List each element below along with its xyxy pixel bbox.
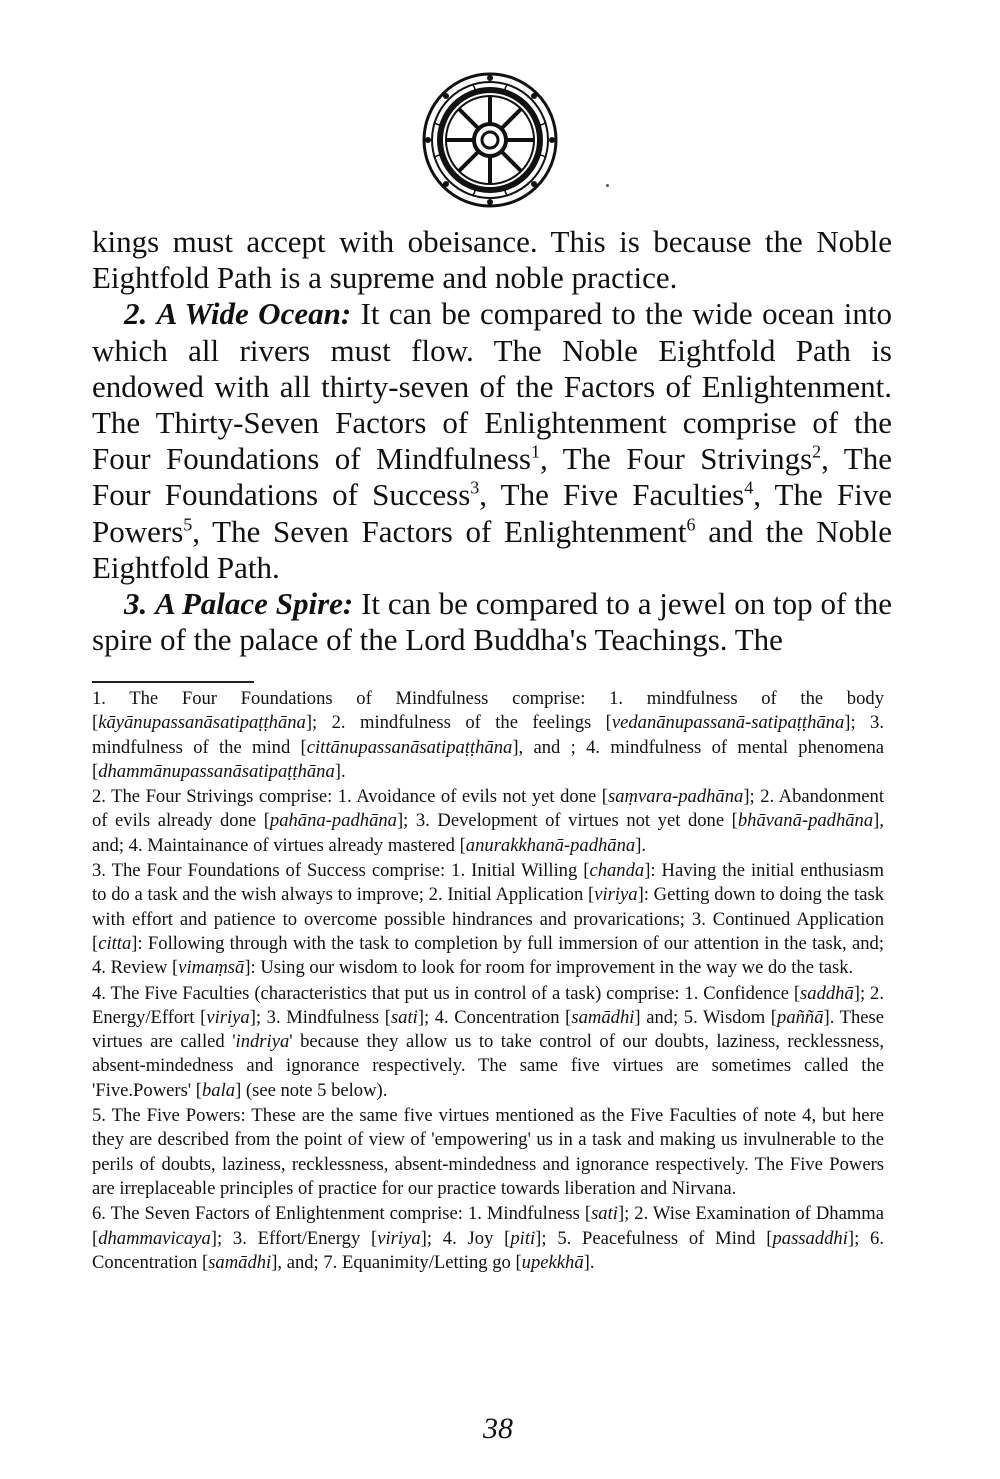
pali-term: paññā [777,1006,824,1028]
text-run: ]; 3. Mindfulness [ [249,1006,391,1028]
text-run: ]; 3. mindfulness of the mind [ [92,712,884,758]
text-run: ]: Using our wisdom to look for room for improvement in the way we do the task. [244,957,854,979]
text-run: ]. [635,834,647,856]
pali-term: citta [98,932,132,954]
pali-term: viriya [594,884,638,906]
pali-term: indriya [235,1031,290,1053]
pali-term: cittānupassanāsatipaṭṭhāna [306,736,513,758]
text-run: , The Four Strivings [539,441,813,477]
text-run: , The Five Faculties [479,477,745,513]
text-run: 1. The Four Foundations of Mindfulness comprise: 1. mindfulness of the body [ [92,688,884,734]
text-run: ]; 3. Development of virtues not yet done [ [396,810,738,832]
item-number: 3. [124,586,148,622]
text-run: It can be compared to the wide ocean into which all rivers must flow. The Noble Eightfold Path is endowed with all thirty-seven of the Factors of Enlightenment. The Thirty-Seven Factors of Enlightenment comprise of the Four Foundations of Mindfulness [92,296,892,477]
text-run: ]. [334,760,346,782]
pali-term: kāyānupassanāsatipaṭṭhāna [98,712,306,734]
text-run: 6. The Seven Factors of Enlightenment comprise: 1. Mindfulness [ [92,1203,592,1225]
pali-term: sati [591,1203,618,1225]
paragraph-3 [92,586,892,658]
footnote-ref-6: 6 [686,514,696,535]
text-run: It can be compared to a jewel on top of the spire of the palace of the Lord Buddha's Teachings. The [92,586,892,658]
text-run: and the Noble Eightfold Path. [92,513,892,585]
text-run: ], and; 4. Maintainance of virtues already mastered [ [92,810,884,856]
footnote-3 [92,859,884,980]
pali-term: bhāvanā-padhāna [737,810,874,832]
text-run: ], and ; 4. mindfulness of mental phenomena [ [92,736,884,782]
text-run: ]; 2. Wise Examination of Dhamma [ [92,1203,885,1249]
text-run: 3. The Four Foundations of Success comprise: 1. Initial Willing [ [92,860,590,882]
text-run: 4. The Five Faculties (characteristics that put us in control of a task) comprise: 1. Confidence [ [92,982,801,1004]
footnote-2 [92,785,884,858]
footnote-ref-2: 2 [812,441,822,462]
page-number: 38 [483,1412,513,1445]
text-run: ]; 3. Effort/Energy [ [210,1227,378,1249]
paragraph-1 [92,224,892,296]
text-run: 5. The Five Powers: These are the same five virtues mentioned as the Five Faculties of note 4, but here they are described from the point of view of 'empowering' us in a task and making us invulnerable to the perils of doubts, laziness, recklessness, absent-mindedness and ignorance respectively. The Five Powers are irreplaceable principles of practice for our practice towards liberation and Nirvana. [92,1105,884,1199]
pali-term: sati [390,1006,418,1028]
pali-term: dhammānupassanāsatipaṭṭhāna [98,760,335,782]
footnote-4 [92,982,884,1103]
main-text [92,224,892,658]
pali-term: pahāna-padhāna [269,810,397,832]
pali-term: bala [202,1079,236,1101]
text-run: ' because they allow us to take control of our doubts, laziness, recklessness, absent-mindedness and ignorance respectively. The same five virtues are sometimes called the 'Five.Powers' [ [92,1031,884,1101]
footnote-6 [92,1202,884,1275]
text-run: ]: Getting down to doing the task with effort and patience to overcome possible hindrances and provarications; 3. Continued Application [ [92,884,884,954]
pali-term: upekkhā [521,1251,584,1273]
pali-term: dhammavicaya [98,1227,211,1249]
pali-term: saṃvara-padhāna [607,786,744,808]
text-run: ]; 4. Concentration [ [417,1006,572,1028]
footnote-ref-5: 5 [183,514,193,535]
pali-term: samādhi [571,1006,635,1028]
footnote-ref-3: 3 [470,478,480,499]
text-run: ]; 6. Concentration [ [92,1227,884,1273]
text-run: , The Seven Factors of Enlightenment [192,513,687,549]
text-run: ]; 2. Abandonment of evils already done [ [92,786,884,832]
pali-term: anurakkhanā-padhāna [465,834,636,856]
text-run: ]; 2. mindfulness of the feelings [ [305,712,612,734]
text-run: ]. [583,1251,595,1273]
text-run: ]: Following through with the task to completion by full immersion of our attention in the task, and; 4. Review [ [92,932,884,979]
pali-term: piti [510,1227,536,1249]
footnote-ref-1: 1 [530,441,540,462]
pali-term: vimaṃsā [178,957,245,979]
item-heading: A Palace Spire: [155,586,354,622]
footnote-5 [92,1104,884,1201]
item-number: 2. [124,296,148,332]
text-run: ]; 4. Joy [ [420,1227,511,1249]
pali-term: passaddhi [772,1227,848,1249]
text-run: ]; 2. Energy/Effort [ [92,982,884,1028]
pali-term: samādhi [208,1251,272,1273]
text-run: ]: Having the initial enthusiasm to do a task and the wish always to improve; 2. Initial Application [ [92,860,884,906]
pali-term: vedanānupassanā-satipaṭṭhāna [611,712,845,734]
paragraph-1-text: kings must accept with obeisance. This is because the Noble Eightfold Path is a supreme and noble practice. [92,224,892,296]
pali-term: viriya [377,1227,421,1249]
dharma-wheel-icon [420,70,560,210]
text-run: , The Five Powers [92,477,892,549]
text-run: 2. The Four Strivings comprise: 1. Avoidance of evils not yet done [ [92,786,608,808]
text-run: ]; 5. Peacefulness of Mind [ [535,1227,773,1249]
pali-term: saddhā [800,982,854,1004]
item-heading: A Wide Ocean: [156,296,352,332]
stray-mark [606,184,609,187]
footnote-ref-4: 4 [744,478,754,499]
pali-term: chanda [589,860,645,882]
paragraph-2 [92,296,892,586]
footnote-divider [92,681,254,683]
text-run: , The Four Foundations of Success [92,441,892,513]
pali-term: viriya [206,1006,250,1028]
text-run: ], and; 7. Equanimity/Letting go [ [271,1251,522,1273]
text-run: ] and; 5. Wisdom [ [634,1006,778,1028]
footnotes [92,687,884,1276]
text-run: ]. These virtues are called ' [92,1006,884,1053]
footnote-1 [92,687,884,784]
text-run: ] (see note 5 below). [235,1079,388,1101]
